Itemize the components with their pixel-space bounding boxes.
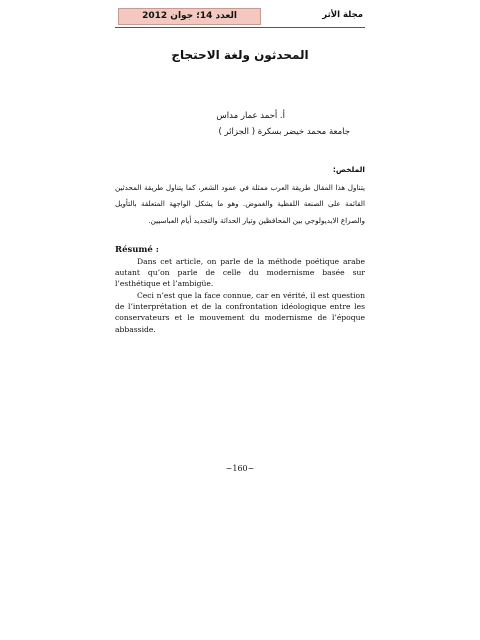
author-affiliation: جامعة محمد خيضر بسكرة ( الجزائر )	[218, 127, 350, 137]
author-name: أ. أحمد عمار مداس	[216, 111, 285, 121]
issue-box: العدد 14؛ جوان 2012	[118, 8, 261, 25]
abstract-ar-heading: الملخص:	[332, 165, 365, 174]
abstract-ar-text: يتناول هذا المقال طريقة العرب ممثلة في عمود الشعر، كما يتناول طريقة المحدثين القائمة على الصنعة اللفظية والغموض. وهو ما يشكل الواجهة المتعلقة بالتأويل والصراع الايديولوجي بين المحافظين وتيار الحداثة والتجديد أيام العباسيين.	[115, 183, 365, 225]
page-number: ~160~	[225, 464, 255, 473]
abstract-fr-heading: Résumé :	[115, 245, 159, 255]
article-title: المحدثون ولغة الاحتجاج	[171, 48, 309, 62]
header-rule	[115, 27, 365, 28]
journal-name: مجلة الأثر	[322, 10, 363, 20]
abstract-fr-paragraph-2: Ceci n’est que la face connue, car en vérité, il est question de l’interprétation et de la confrontation idéologique entre les conservateurs et le mouvement du modernisme de l’époque abbasside.	[115, 291, 365, 334]
running-header	[115, 8, 365, 28]
abstract-fr-paragraph-1: Dans cet article, on parle de la méthode poétique arabe autant qu’on parle de celle du modernisme basée sur l’esthétique et l’ambigüe.	[115, 257, 365, 289]
